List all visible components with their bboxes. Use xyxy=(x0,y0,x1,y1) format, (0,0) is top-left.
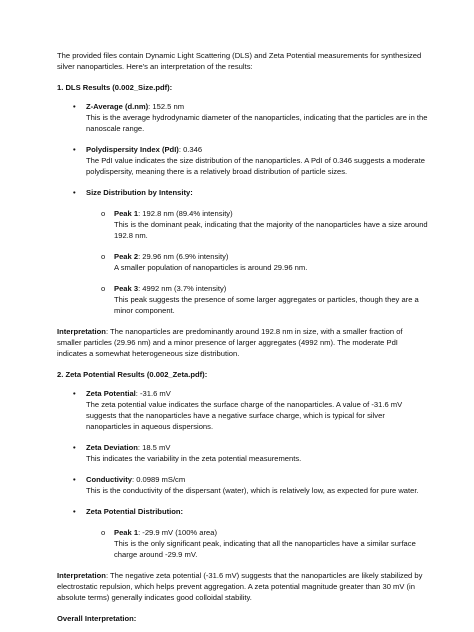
peak-description: This peak suggests the presence of some larger aggregates or particles, though they are a minor component. xyxy=(114,295,419,315)
item-description: This is the conductivity of the dispersant (water), which is relatively low, as expected for pure water. xyxy=(86,486,419,495)
item-label: Polydispersity Index (PdI) xyxy=(86,145,179,154)
item-value: : 152.5 nm xyxy=(148,102,185,111)
item-label: Z-Average (d.nm) xyxy=(86,102,149,111)
list-item-z-average xyxy=(57,101,428,134)
dls-heading: 1. DLS Results (0.002_Size.pdf): xyxy=(57,83,173,92)
dls-interpretation xyxy=(57,326,427,359)
item-label: Size Distribution by Intensity xyxy=(86,188,191,197)
item-label: Zeta Potential xyxy=(86,389,136,398)
item-description: This indicates the variability in the zeta potential measurements. xyxy=(86,454,302,463)
peak-description: This is the only significant peak, indicating that all the nanoparticles have a similar surface charge around -29.9 mV. xyxy=(114,539,416,559)
peak-label: Peak 1 xyxy=(114,528,139,537)
peak-value: : -29.9 mV (100% area) xyxy=(138,528,218,537)
list-item-zeta-distribution xyxy=(57,506,428,517)
interpretation-label: Interpretation xyxy=(57,571,106,580)
bullet-icon: • xyxy=(73,443,76,452)
list-item-peak-3 xyxy=(57,283,428,316)
item-value: : 0.0989 mS/cm xyxy=(132,475,186,484)
list-item-pdi xyxy=(57,144,428,177)
peak-value: : 192.8 nm (89.4% intensity) xyxy=(138,209,233,218)
bullet-icon: • xyxy=(73,145,76,154)
peak-value: : 4992 nm (3.7% intensity) xyxy=(138,284,227,293)
peak-label: Peak 2 xyxy=(114,252,139,261)
interpretation-text: : The negative zeta potential (-31.6 mV) suggests that the nanoparticles are likely stabilized by electrostatic repulsion, which helps prevent aggregation. A zeta potential magnitude greater than 30 mV (in absolute terms) generally indicates good colloidal stability. xyxy=(57,571,423,602)
peak-label: Peak 1 xyxy=(114,209,139,218)
item-value: : 0.346 xyxy=(178,145,203,154)
peak-label: Peak 3 xyxy=(114,284,139,293)
sub-bullet-icon: o xyxy=(101,209,106,218)
item-colon: : xyxy=(180,507,184,516)
bullet-icon: • xyxy=(73,507,76,516)
zeta-interpretation xyxy=(57,570,427,603)
list-item-size-distribution xyxy=(57,187,428,198)
bullet-icon: • xyxy=(73,389,76,398)
peak-description: A smaller population of nanoparticles is around 29.96 nm. xyxy=(114,263,308,272)
zeta-heading: 2. Zeta Potential Results (0.002_Zeta.pdf): xyxy=(57,370,208,379)
item-description: The zeta potential value indicates the surface charge of the nanoparticles. A value of -31.6 mV suggests that the nanoparticles have a negative surface charge, which is typical for silver nanoparticles in aqueous dispersions. xyxy=(86,400,403,431)
interpretation-label: Interpretation xyxy=(57,327,106,336)
sub-bullet-icon: o xyxy=(101,528,106,537)
list-item-peak-2 xyxy=(57,251,428,273)
sub-bullet-icon: o xyxy=(101,284,106,293)
list-item-zeta-deviation xyxy=(57,442,428,464)
peak-description: This is the dominant peak, indicating that the majority of the nanoparticles have a size around 192.8 nm. xyxy=(114,220,428,240)
size-peaks-list xyxy=(57,208,474,316)
intro-paragraph: The provided files contain Dynamic Light Scattering (DLS) and Zeta Potential measurements for synthesized silver nanoparticles. Here's an interpretation of the results: xyxy=(57,51,422,71)
item-description: The PdI value indicates the size distribution of the nanoparticles. A PdI of 0.346 suggests a moderate polydispersity, meaning there is a relatively broad distribution of particle sizes. xyxy=(86,156,425,176)
list-item-peak-1 xyxy=(57,208,428,241)
zeta-peaks-list xyxy=(57,527,474,560)
sub-bullet-icon: o xyxy=(101,252,106,261)
list-item-conductivity xyxy=(57,474,428,496)
item-colon: : xyxy=(190,188,193,197)
interpretation-text: : The nanoparticles are predominantly around 192.8 nm in size, with a smaller fraction of smaller particles (29.96 nm) and a minor presence of larger aggregates (4992 nm). The moderate PdI indicates a somewhat heterogeneous size distribution. xyxy=(57,327,403,358)
item-value: : -31.6 mV xyxy=(135,389,171,398)
overall-heading: Overall Interpretation: xyxy=(57,614,137,623)
item-label: Zeta Potential Distribution xyxy=(86,507,181,516)
item-description: This is the average hydrodynamic diameter of the nanoparticles, indicating that the particles are in the nanoscale range. xyxy=(86,113,428,133)
bullet-icon: • xyxy=(73,475,76,484)
item-label: Zeta Deviation xyxy=(86,443,138,452)
bullet-icon: • xyxy=(73,102,76,111)
item-value: : 18.5 mV xyxy=(137,443,171,452)
bullet-icon: • xyxy=(73,188,76,197)
item-label: Conductivity xyxy=(86,475,132,484)
list-item-zeta-peak-1 xyxy=(57,527,428,560)
list-item-zeta-potential xyxy=(57,388,428,432)
peak-value: : 29.96 nm (6.9% intensity) xyxy=(138,252,229,261)
